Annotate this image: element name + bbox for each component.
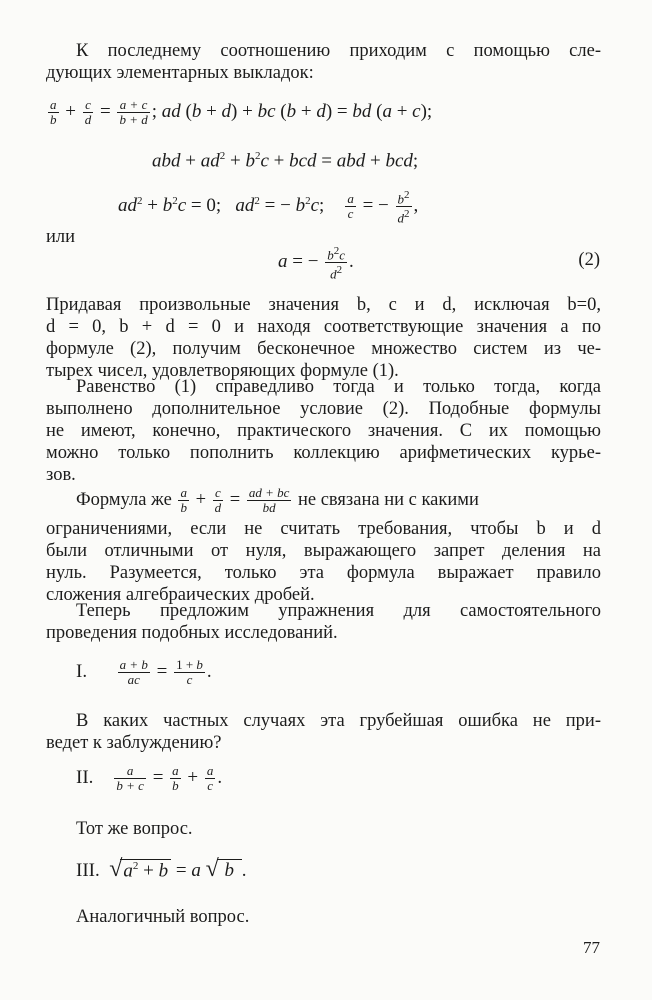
equation-1: $\frac{a}{b}$ + $\frac{c}{d}$ = $\frac{a + c}{b + d}$ ; ad (b + d) + bc (b + d) = bd (a + c); (50, 97, 433, 127)
text-line: были отличными от нуля, выражающего запрет деления на (46, 541, 601, 561)
text-line: Равенство (1) справедливо тогда и только тогда, когда (76, 377, 601, 397)
equation-4: a = − $\frac{b^2c}{d^2}$ . (278, 245, 354, 282)
text-line: d = 0, b + d = 0 и находя соответствующие значения a по (46, 317, 601, 337)
text-fragment: Формула же (76, 489, 172, 510)
equation-3: $ad^2 + b^2c = 0$; $ad^2$ = − $b^2c$; $\frac{a}{c}$ = − $\frac{b^2}{d^2}$ , (118, 189, 419, 226)
text-line: К последнему соотношению приходим с помощью сле- (76, 41, 601, 61)
text-line: ограничениями, если не считать требования, чтобы b и d (46, 519, 601, 539)
text-line: тырех чисел, удовлетворяющих формуле (1). (46, 361, 399, 381)
text-line: формуле (2), получим бесконечное множество систем из че- (46, 339, 601, 359)
text-line: не имеют, конечно, практического значения. С их помощью (46, 421, 601, 441)
exercise-3: III. $√a^2 + b = a$ √ b . (76, 856, 247, 882)
text-line: В каких частных случаях эта грубейшая ошибка не при- (76, 711, 601, 731)
exercise-2: II. $\frac{a}{b + c}$ = $\frac{a}{b}$ + $\frac{a}{c}$ . (76, 763, 223, 793)
text-line: Придавая произвольные значения b, c и d, исключая b=0, (46, 295, 601, 315)
text-line: Тот же вопрос. (76, 819, 193, 839)
exercise-1: I. $\frac{a + b}{ac}$ = $\frac{1 + b}{c}$ . (76, 657, 212, 687)
text-line: нуль. Разумеется, только эта формула выражает правило (46, 563, 601, 583)
equation-number: (2) (578, 250, 600, 270)
text-line: ведет к заблуждению? (46, 733, 222, 753)
text-line: Теперь предложим упражнения для самостоятельного (76, 601, 601, 621)
text-fragment: не связана ни с какими (297, 489, 479, 510)
text-line: зов. (46, 465, 76, 485)
text-line: выполнено дополнительное условие (2). Подобные формулы (46, 399, 601, 419)
word-or: или (46, 227, 76, 247)
text-line: проведения подобных исследований. (46, 623, 338, 643)
text-line: дующих элементарных выкладок: (46, 63, 314, 83)
text-line: сложения алгебраических дробей. (46, 585, 315, 605)
equation-2: abd + $ad^2 + b^2c$ + bcd = abd + bcd; (152, 150, 419, 172)
page-number: 77 (583, 938, 600, 957)
text-line: Аналогичный вопрос. (76, 907, 250, 927)
text-line: можно только пополнить коллекцию арифметических курье- (46, 443, 601, 463)
formula-line: Формула же $\frac{a}{b}$ + $\frac{c}{d}$ = $\frac{ad + bc}{bd}$ не связана ни с какими (76, 485, 479, 515)
